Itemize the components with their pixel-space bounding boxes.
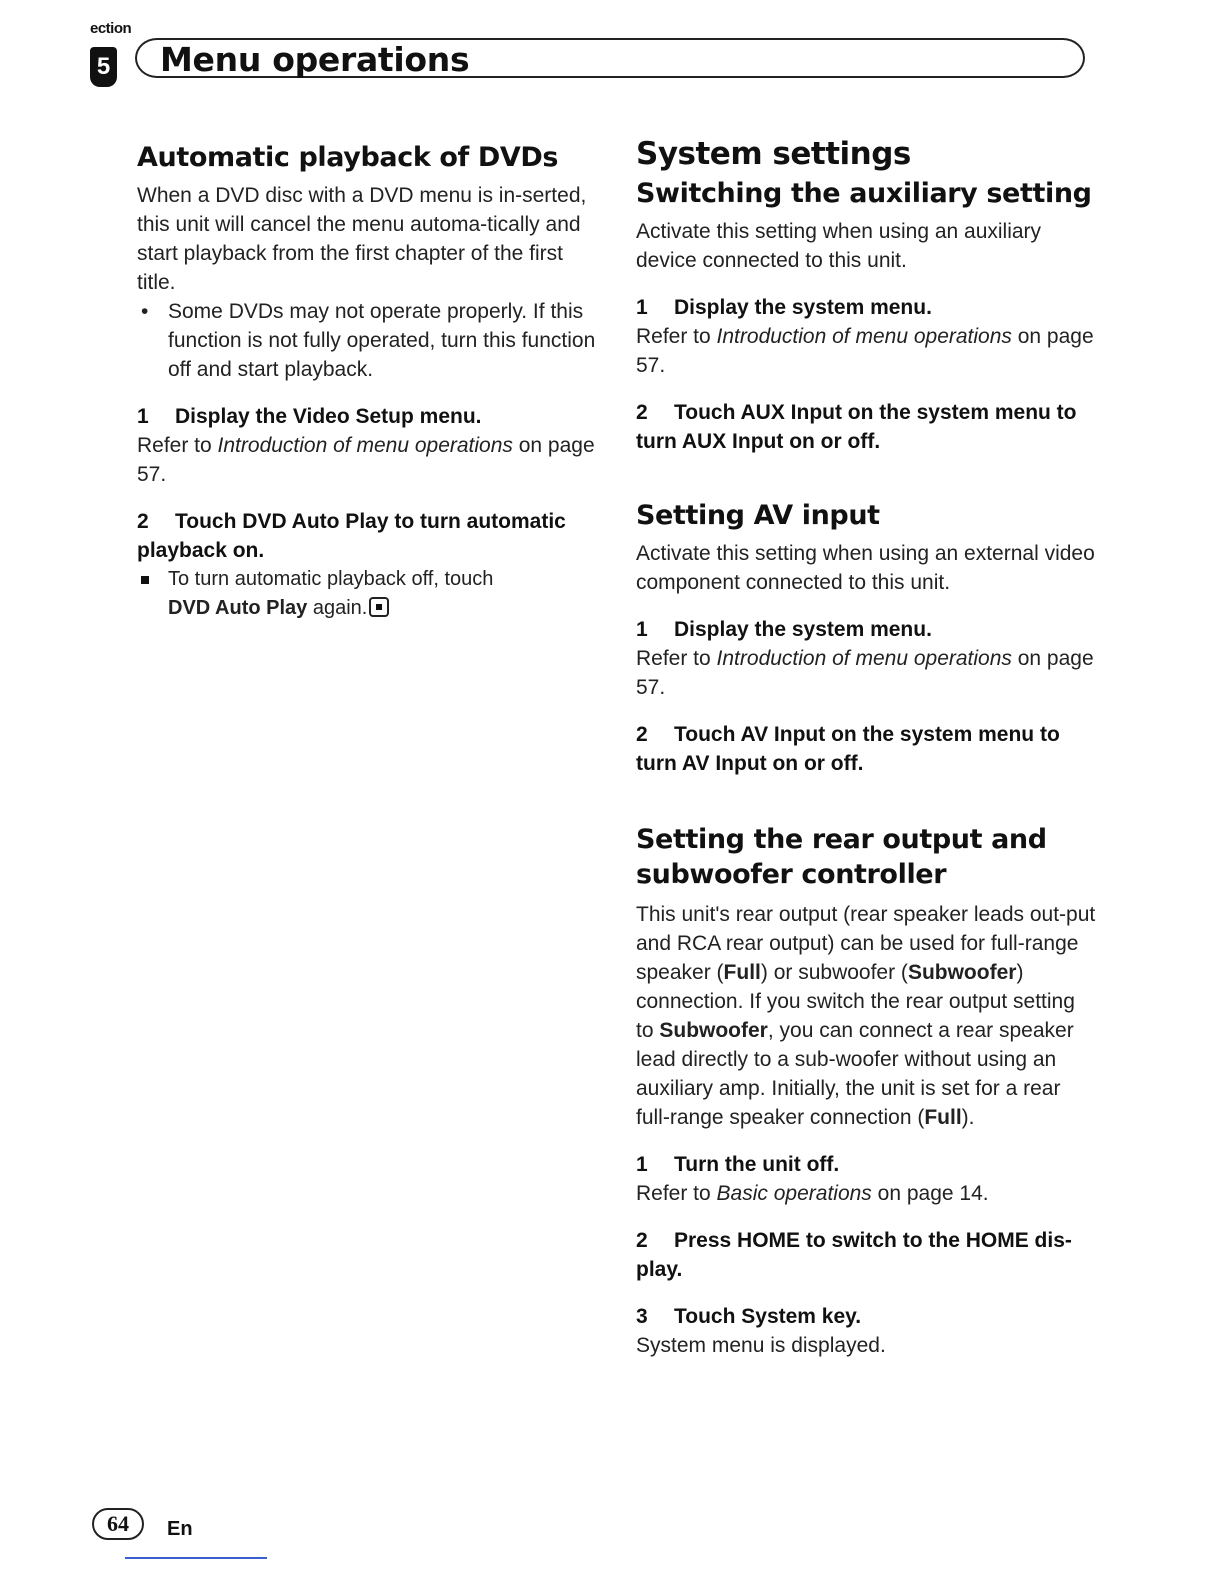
aux-step-1-reference: Refer to Introduction of menu operations on page 57.	[636, 325, 1094, 377]
av-step-1-reference: Refer to Introduction of menu operations on page 57.	[636, 647, 1094, 699]
left-column	[137, 140, 597, 623]
rear-step-1-reference: Refer to Basic operations on page 14.	[636, 1182, 989, 1205]
rear-step-1: 1 Turn the unit off.	[636, 1153, 840, 1176]
rear-output-description: This unit's rear output (rear speaker leads out-put and RCA rear output) can be used for full-range speaker (Full) or subwoofer (Subwoofer) connection. If you switch the rear output setting to Subwoofer, you can connect a rear speaker lead directly to a sub-woofer without using an auxiliary amp. Initially, the unit is set for a rear full-range speaker connection (Full).	[636, 903, 1096, 1129]
heading-system-settings: System settings	[636, 136, 911, 172]
section-label: ection	[90, 20, 132, 37]
footer-line	[125, 1557, 267, 1559]
section-number-badge: 5	[90, 47, 117, 87]
page-title: Menu operations	[160, 40, 470, 79]
av-step-2: 2 Touch AV Input on the system menu to turn AV Input on or off.	[636, 723, 1060, 775]
page-number: 64	[92, 1508, 144, 1540]
bullet-item: • Some DVDs may not operate properly. If this function is not fully operated, turn this function off and start playback.	[137, 297, 597, 384]
step-1-video-setup: 1 Display the Video Setup menu.	[137, 405, 482, 428]
bullet-list	[137, 297, 597, 384]
note-square-icon	[141, 576, 149, 584]
heading-setting-av-input: Setting AV input	[636, 500, 880, 531]
right-column	[636, 136, 1096, 1360]
av-step-1: 1 Display the system menu.	[636, 618, 932, 641]
rear-step-3: 3 Touch System key.	[636, 1305, 862, 1328]
end-mark-icon	[369, 597, 389, 617]
aux-intro: Activate this setting when using an auxiliary device connected to this unit.	[636, 220, 1042, 272]
heading-switching-auxiliary: Switching the auxiliary setting	[636, 178, 1092, 209]
step-1-reference: Refer to Introduction of menu operations on page 57.	[137, 434, 595, 486]
automatic-playback-intro: When a DVD disc with a DVD menu is in-serted, this unit will cancel the menu automa-tically and start playback from the first chapter of the first title.	[137, 184, 587, 294]
rear-step-2: 2 Press HOME to switch to the HOME dis-play.	[636, 1229, 1072, 1281]
note-turn-off: To turn automatic playback off, touch DVD Auto Play again.	[137, 565, 597, 623]
aux-step-2: 2 Touch AUX Input on the system menu to turn AUX Input on or off.	[636, 401, 1077, 453]
step-2-dvd-auto-play: 2 Touch DVD Auto Play to turn automatic playback on.	[137, 510, 566, 562]
aux-step-1: 1 Display the system menu.	[636, 296, 932, 319]
av-intro: Activate this setting when using an external video component connected to this unit.	[636, 542, 1095, 594]
language-label: En	[167, 1518, 193, 1540]
heading-rear-output: Setting the rear output and subwoofer controller	[636, 824, 1047, 890]
rear-step-3-description: System menu is displayed.	[636, 1334, 886, 1357]
heading-automatic-playback: Automatic playback of DVDs	[137, 142, 559, 173]
